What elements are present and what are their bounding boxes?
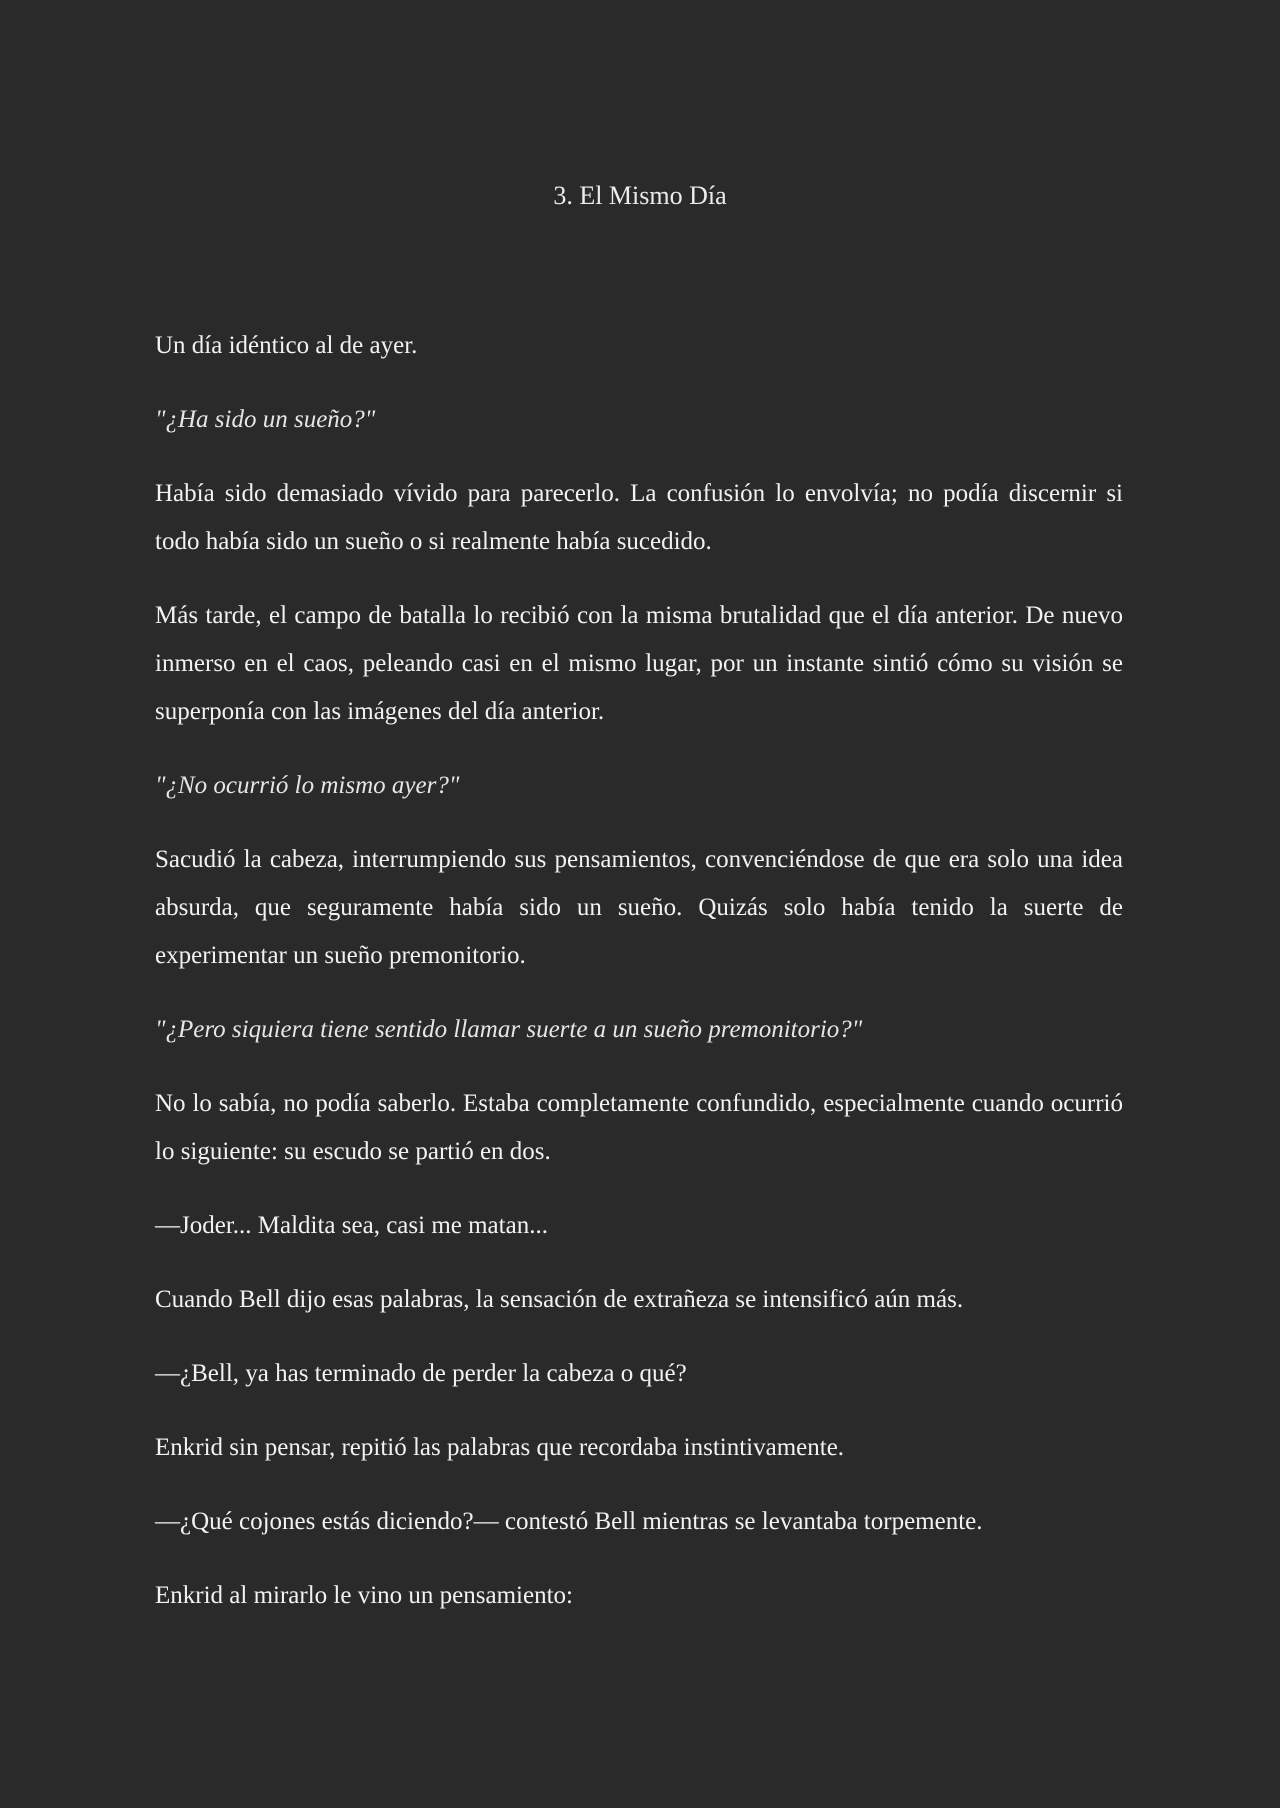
paragraph-dialogue: —¿Qué cojones estás diciendo?— contestó Bell mientras se levantaba torpemente. [155,1508,983,1535]
chapter-title: 3. El Mismo Día [553,181,727,210]
paragraph-narration: No lo sabía, no podía saberlo. Estaba completamente confundido, especialmente cuando ocurrió lo siguiente: su escudo se partió en dos. [155,1090,1123,1165]
paragraph-thought: "¿Ha sido un sueño?" [155,406,376,433]
paragraph-thought: "¿No ocurrió lo mismo ayer?" [155,772,460,799]
paragraph-narration: Un día idéntico al de ayer. [155,332,418,359]
paragraph-narration: Enkrid al mirarlo le vino un pensamiento: [155,1582,573,1609]
chapter-body [155,322,1123,1646]
paragraph-dialogue: —¿Bell, ya has terminado de perder la cabeza o qué? [155,1360,687,1387]
paragraph-narration: Más tarde, el campo de batalla lo recibió con la misma brutalidad que el día anterior. De nuevo inmerso en el caos, peleando casi en el mismo lugar, por un instante sintió cómo su visión se superponía con las imágenes del día anterior. [155,602,1123,725]
paragraph-thought: "¿Pero siquiera tiene sentido llamar suerte a un sueño premonitorio?" [155,1016,863,1043]
paragraph-narration: Cuando Bell dijo esas palabras, la sensación de extrañeza se intensificó aún más. [155,1286,964,1313]
paragraph-narration: Sacudió la cabeza, interrumpiendo sus pensamientos, convenciéndose de que era solo una idea absurda, que seguramente había sido un sueño. Quizás solo había tenido la suerte de experimentar un sueño premonitorio. [155,846,1123,969]
paragraph-narration: Había sido demasiado vívido para parecerlo. La confusión lo envolvía; no podía discernir si todo había sido un sueño o si realmente había sucedido. [155,480,1123,555]
paragraph-narration: Enkrid sin pensar, repitió las palabras que recordaba instintivamente. [155,1434,845,1461]
paragraph-dialogue: —Joder... Maldita sea, casi me matan... [155,1212,548,1239]
